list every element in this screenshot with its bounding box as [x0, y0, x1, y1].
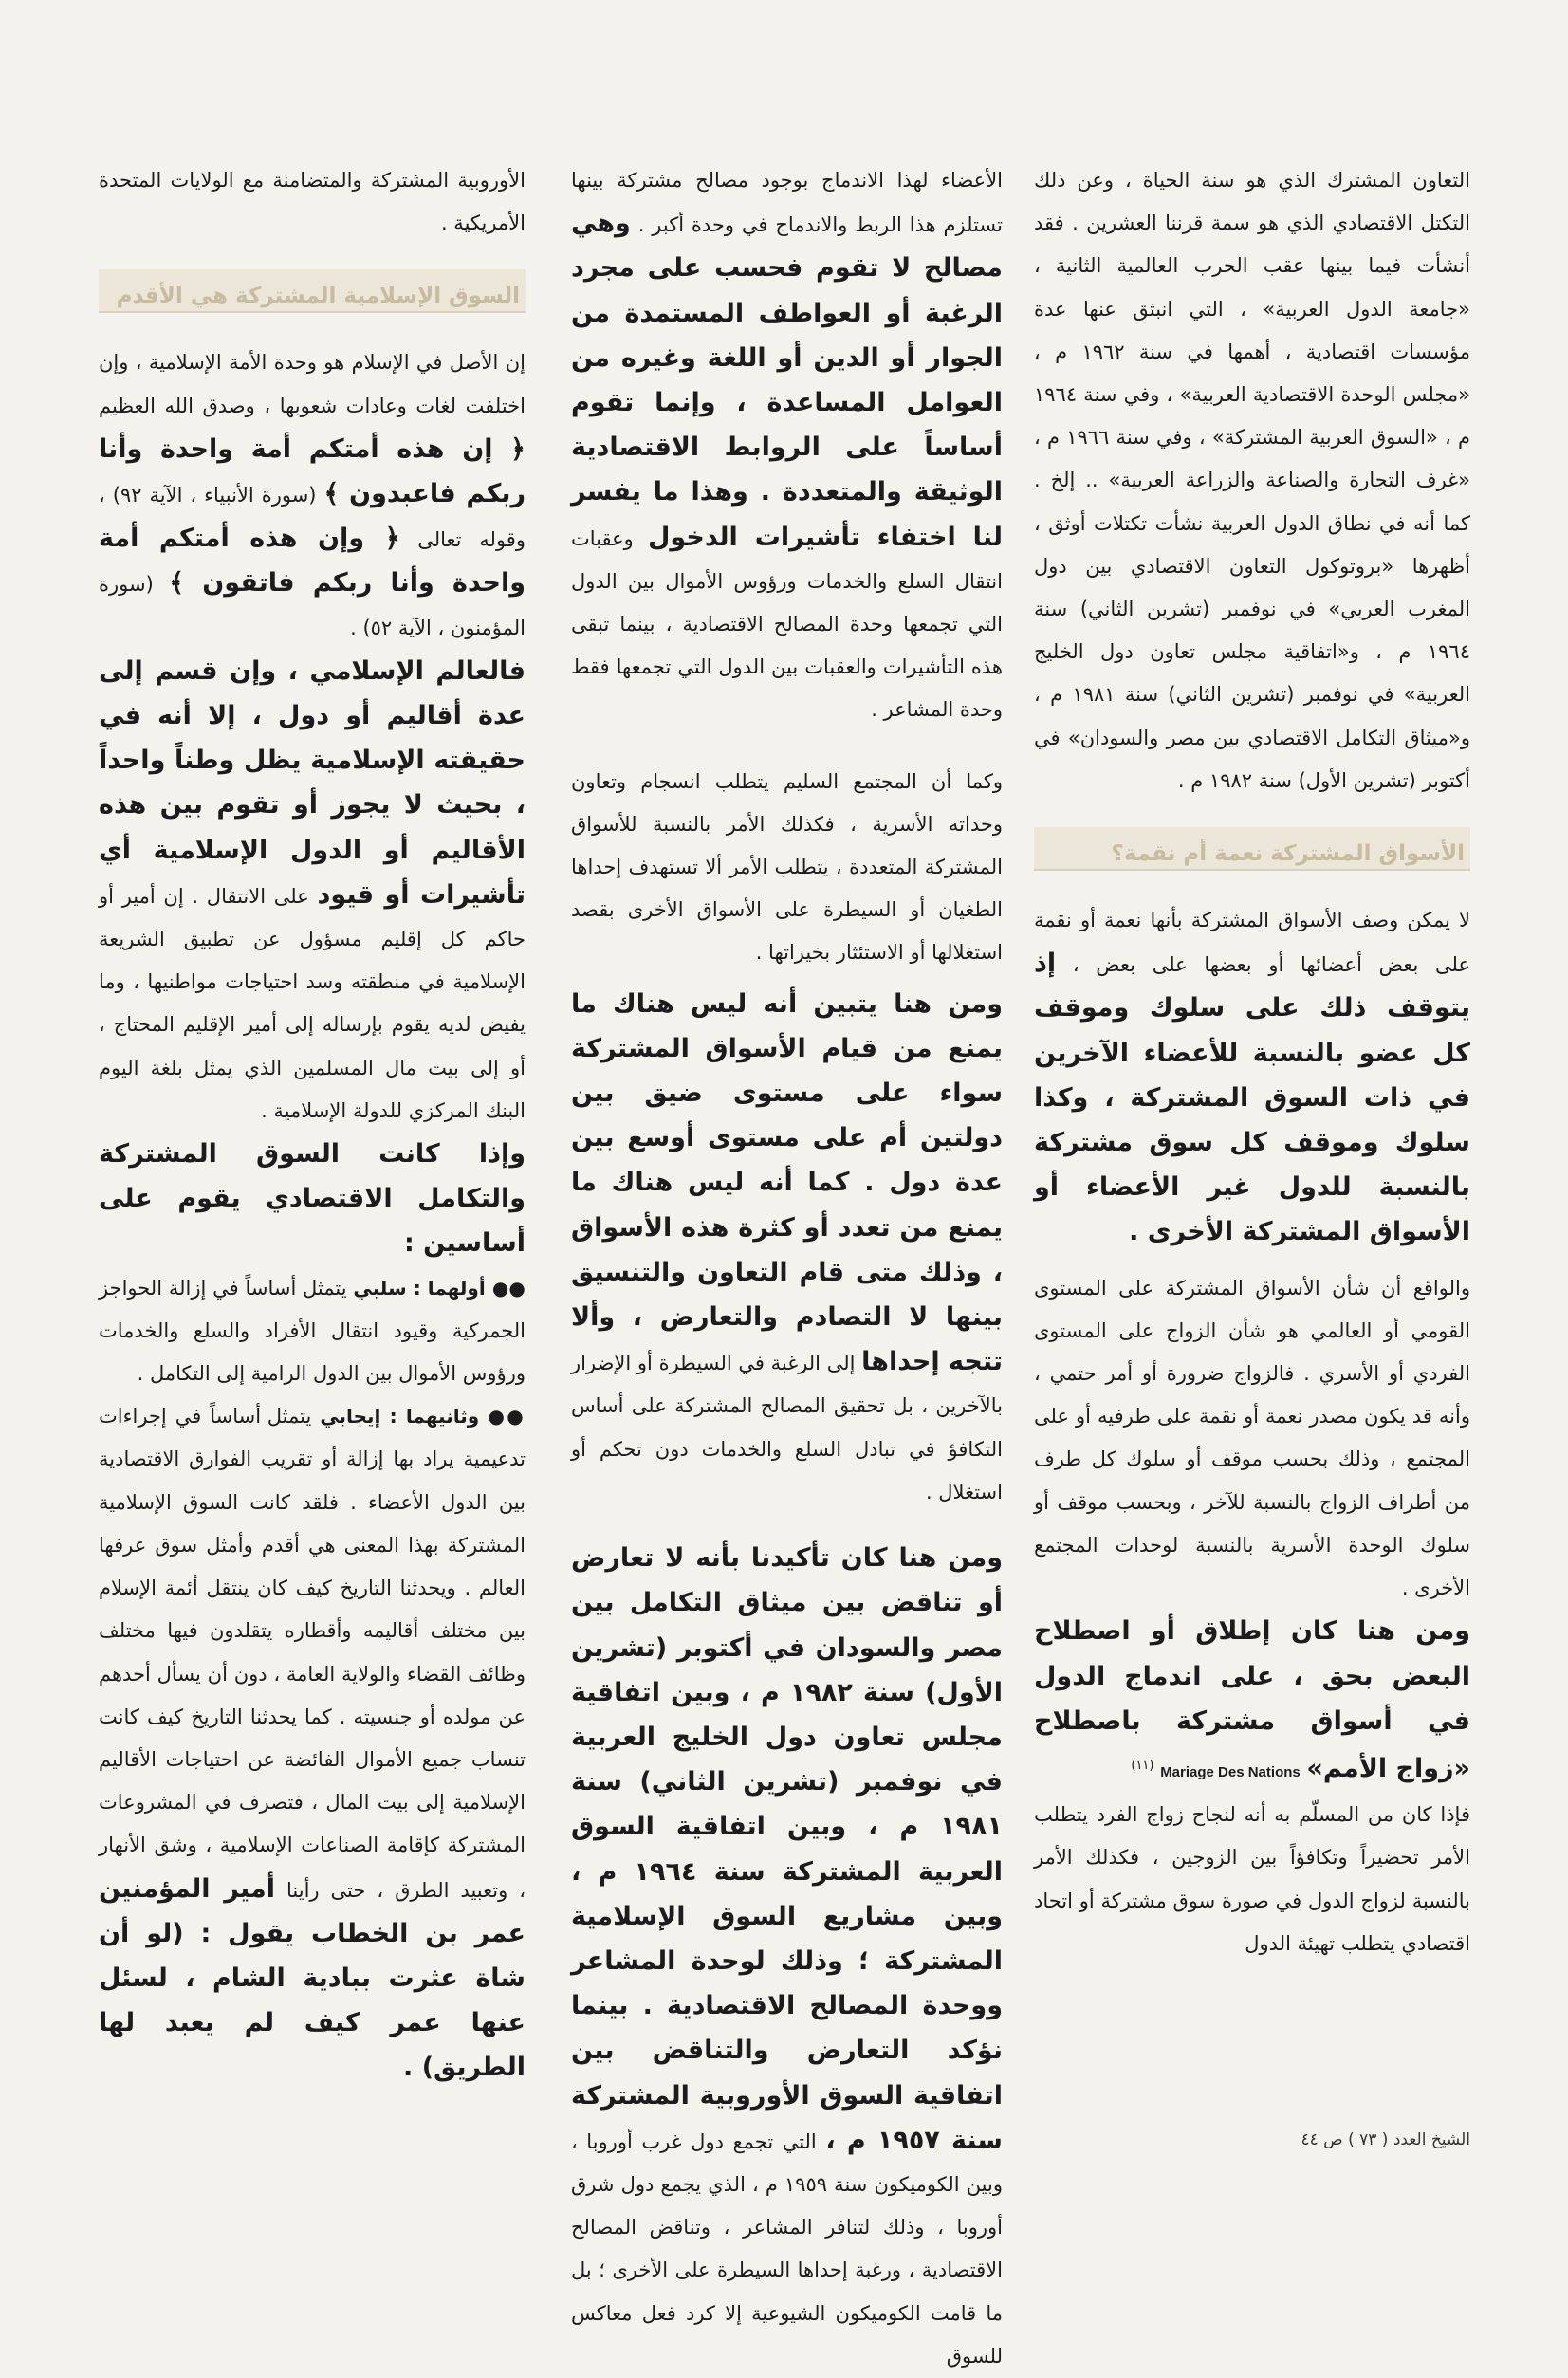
paragraph: ومن هنا يتبين أنه ليس هناك ما يمنع من قيام الأسواق المشتركة سواء على مستوى ضيق بين دولتين أم على مستوى أوسع بين عدة دول . كما أنه ليس هناك ما يمنع من تعدد أو كثرة هذه الأسواق ، وذلك متى قام التعاون والتنسيق بينها لا التصادم والتعارض ، وألا تتجه إحداها إلى الرغبة في السيطرة أو الإضرار بالآخرين ، بل تحقيق المصالح المشتركة على أساس التكافؤ في تبادل السلع والخدمات دون تحكم أو استغلال .	[571, 988, 1003, 1503]
section-heading-islamic-market: السوق الإسلامية المشتركة هي الأقدم	[99, 269, 526, 313]
page-footer: الشيخ العدد ( ٧٣ ) ص ٤٤	[1301, 2130, 1470, 2149]
paragraph: التعاون المشترك الذي هو سنة الحياة ، وعن ذلك التكتل الاقتصادي الذي هو سمة قرننا العشرين . فقد أنشأت فيما بينها عقب الحرب العالمية الثانية ، «جامعة الدول العربية» ، التي انبثق عنها عدة مؤسسات اقتصادية ، أهمها في سنة ١٩٦٢ م ، «مجلس الوحدة الاقتصادية العربية» ، وفي سنة ١٩٦٤ م ، «السوق العربية المشتركة» ، وفي سنة ١٩٦٦ م ، «غرف التجارة والصناعة والزراعة العربية» .. إلخ . كما أنه في نطاق الدول العربية نشأت تكتلات أوثق ، أظهرها «بروتوكول التعاون الاقتصادي بين دول المغرب العربي» في نوفمبر (تشرين الثاني) سنة ١٩٦٤ م ، و«اتفاقية مجلس تعاون دول الخليج العربية» في نوفمبر (تشرين الثاني) سنة ١٩٨١ م ، و«ميثاق التكامل الاقتصادي بين مصر والسودان» في أكتوبر (تشرين الأول) سنة ١٩٨٢ م .	[1034, 169, 1471, 792]
paragraph: والواقع أن شأن الأسواق المشتركة على المستوى القومي أو العالمي هو شأن الزواج على المستوى الفردي أو الأسري . فالزواج ضرورة أو أمر حتمي ، وأنه قد يكون مصدر نعمة أو نقمة على طرفيه أو على المجتمع ، وذلك بحسب موقف أو سلوك كل طرف من أطراف الزواج بالنسبة للآخر ، وبحسب موقف أو سلوك الوحدة الأسرية بالنسبة لوحدات المجتمع الأخرى .	[1034, 1276, 1470, 1600]
paragraph: ●● أولهما : سلبي يتمثل أساساً في إزالة الحواجز الجمركية وقيود انتقال الأفراد والسلع والخدمات ورؤوس الأموال بين الدول الرامية إلى التكامل .	[99, 1276, 526, 1386]
column-right	[1034, 159, 1470, 1965]
paragraph: إن الأصل في الإسلام هو وحدة الأمة الإسلامية ، وإن اختلفت لغات وعادات شعوبها ، وصدق الله العظيم ﴿ إن هذه أمتكم أمة واحدة وأنا ربكم فاعبدون ﴾ (سورة الأنبياء ، الآية ٩٢) ، وقوله تعالى ﴿ وإن هذه أمتكم أمة واحدة وأنا ربكم فاتقون ﴾ (سورة المؤمنون ، الآية ٥٢) .	[99, 351, 526, 639]
column-left	[99, 159, 526, 2092]
section-heading-markets: الأسواق المشتركة نعمة أم نقمة؟	[1034, 827, 1470, 871]
paragraph: ●● وثانيهما : إيجابي يتمثل أساساً في إجراءات تدعيمية يراد بها إزالة أو تقريب الفوارق الاقتصادية بين الدول الأعضاء . فلقد كانت السوق الإسلامية المشتركة بهذا المعنى هي أقدم وأمثل سوق عرفها العالم . ويحدثنا التاريخ كيف كان ينتقل أئمة الإسلام بين مختلف أقاليمه وأقطاره يتقلدون فيها مختلف وظائف القضاء والولاية العامة ، دون أن يسأل أحدهم عن مولده أو جنسيته . كما يحدثنا التاريخ كيف كانت تنساب جميع الأموال الفائضة عن احتياجات الأقاليم الإسلامية إلى بيت المال ، فتصرف في المشروعات المشتركة كإقامة الصناعات الإسلامية ، وشق الأنهار ، وتعبيد الطرق ، حتى رأينا أمير المؤمنين عمر بن الخطاب يقول : (لو أن شاة عثرت ببادية الشام ، لسئل عنها عمر كيف لم يعبد لها الطريق) .	[99, 1405, 526, 2083]
paragraph: فالعالم الإسلامي ، وإن قسم إلى عدة أقاليم أو دول ، إلا أنه في حقيقته الإسلامية يظل وطناً واحداً ، بحيث لا يجوز أو تقوم بين هذه الأقاليم أو الدول الإسلامية أي تأشيرات أو قيود على الانتقال . إن أمير أو حاكم كل إقليم مسؤول عن تطبيق الشريعة الإسلامية في منطقته وسد احتياجات مواطنيها ، وما يفيض لديه يقوم بإرساله إلى أمير الإقليم المحتاج ، أو إلى بيت مال المسلمين الذي يمثل بلغة اليوم البنك المركزي للدولة الإسلامية .	[99, 655, 526, 1122]
paragraph: لا يمكن وصف الأسواق المشتركة بأنها نعمة أو نقمة على بعض أعضائها أو بعضها على بعض ، إذ يتوقف ذلك على سلوك وموقف كل عضو بالنسبة للأعضاء الآخرين في ذات السوق المشتركة ، وكذا سلوك وموقف كل سوق مشتركة بالنسبة للدول غير الأعضاء أو الأسواق المشتركة الأخرى .	[1034, 909, 1470, 1247]
paragraph: فإذا كان من المسلّم به أنه لنجاح زواج الفرد يتطلب الأمر تحضيراً وتكافؤاً بين الزوجين ، فكذلك الأمر بالنسبة لزواج الدول في صورة سوق مشتركة أو اتحاد اقتصادي يتطلب تهيئة الدول	[1034, 1803, 1470, 1955]
paragraph: الأوروبية المشتركة والمتضامنة مع الولايات المتحدة الأمريكية .	[99, 169, 526, 235]
paragraph: ومن هنا كان إطلاق أو اصطلاح البعض بحق ، على اندماج الدول في أسواق مشتركة باصطلاح «زواج الأمم» Mariage Des Nations $^{(١١)}$	[1034, 1616, 1470, 1783]
paragraph: وإذا كانت السوق المشتركة والتكامل الاقتصادي يقوم على أساسين :	[99, 1139, 526, 1259]
paragraph: وكما أن المجتمع السليم يتطلب انسجام وتعاون وحداته الأسرية ، فكذلك الأمر بالنسبة للأسواق المشتركة المتعددة ، يتطلب الأمر ألا تستهدف إحداها الطغيان أو السيطرة على الأسواق الأخرى بقصد استغلالها أو الاستئثار بخيراتها .	[571, 769, 1003, 965]
column-middle	[571, 159, 1003, 2378]
paragraph: الأعضاء لهذا الاندماج بوجود مصالح مشتركة بينها تستلزم هذا الربط والاندماج في وحدة أكبر . وهي مصالح لا تقوم فحسب على مجرد الرغبة أو العواطف المستمدة من الجوار أو الدين أو اللغة وغيره من العوامل المساعدة ، وإنما تقوم أساساً على الروابط الاقتصادية الوثيقة والمتعددة . وهذا ما يفسر لنا اختفاء تأشيرات الدخول وعقبات انتقال السلع والخدمات ورؤوس الأموال بين الدول التي تجمعها وحدة المصالح الاقتصادية ، بينما تبقى هذه التأشيرات والعقبات بين الدول التي تجمعها فقط وحدة المشاعر .	[571, 169, 1003, 722]
paragraph: ومن هنا كان تأكيدنا بأنه لا تعارض أو تناقض بين ميثاق التكامل بين مصر والسودان في أكتوبر (تشرين الأول) سنة ١٩٨٢ م ، وبين اتفاقية مجلس تعاون دول الخليج العربية في نوفمبر (تشرين الثاني) سنة ١٩٨١ م ، وبين اتفاقية السوق العربية المشتركة سنة ١٩٦٤ م ، وبين مشاريع السوق الإسلامية المشتركة ؛ وذلك لوحدة المشاعر ووحدة المصالح الاقتصادية . بينما نؤكد التعارض والتناقض بين اتفاقية السوق الأوروبية المشتركة سنة ١٩٥٧ م ، التي تجمع دول غرب أوروبا ، وبين الكوميكون سنة ١٩٥٩ م ، الذي يجمع دول شرق أوروبا ، وذلك لتنافر المشاعر ، وتناقض المصالح الاقتصادية ، ورغبة إحداها السيطرة على الأخرى ؛ بل ما قامت الكوميكون الشيوعية إلا كرد فعل معاكس للسوق	[571, 1543, 1003, 2368]
